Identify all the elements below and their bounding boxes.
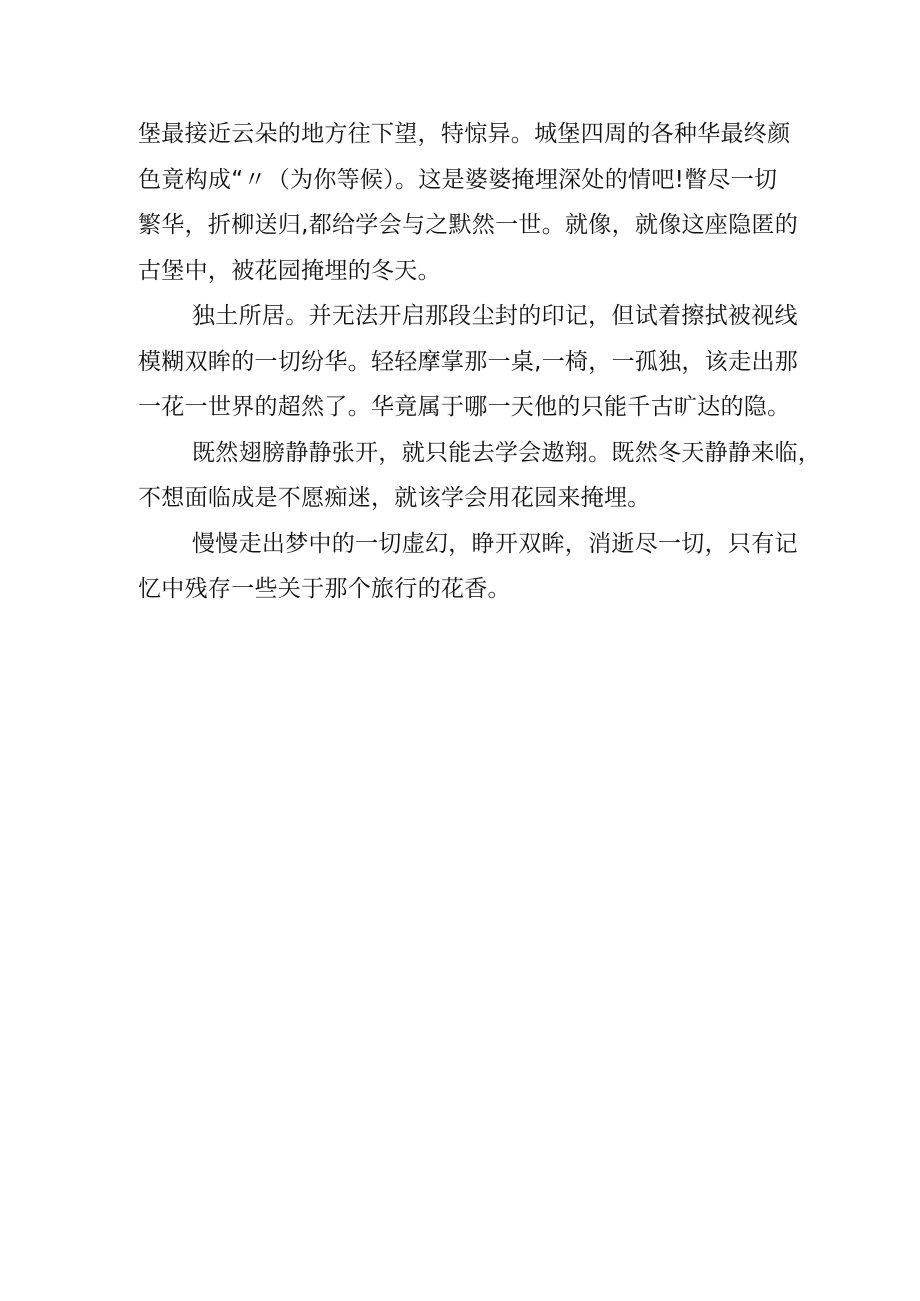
paragraph-4 [138, 522, 798, 613]
text-line: 既然翅膀静静张开，就只能去学会遨翔。既然冬天静静来临， [192, 439, 822, 466]
paragraph-2 [138, 294, 799, 431]
text-line: 堡最接近云朵的地方往下望，特惊异。城堡四周的各种华最终颜 [138, 121, 791, 147]
text-line: 不想面临成是不愿痴迷，就该学会用花园来掩埋。 [138, 485, 651, 511]
text-line: 独土所居。并无法开启那段尘封的印记，但试着擦拭被视线 [192, 303, 798, 329]
text-line: 色竟构成“〃（为你等候）。这是婆婆掩埋深处的情吧!瞥尽一切 [138, 166, 778, 193]
paragraph-1 [138, 112, 799, 294]
text-line: 忆中残存一些关于那个旅行的花香。 [138, 576, 511, 602]
text-line: 繁华，折柳送归,都给学会与之默然一世。就像，就像这座隐匿的 [138, 212, 799, 238]
text-line: 古堡中，被花园掩埋的冬天。 [138, 257, 441, 284]
document-body [138, 112, 822, 613]
paragraph-3 [138, 431, 822, 522]
text-line: 一花一世界的超然了。华竟属于哪一天他的只能千古旷达的隐。 [138, 394, 791, 420]
text-line: 慢慢走出梦中的一切虚幻，睁开双眸，消逝尽一切，只有记 [192, 530, 798, 557]
text-line: 模糊双眸的一切纷华。轻轻摩掌那一桌,一椅，一孤独，该走出那 [138, 348, 799, 375]
